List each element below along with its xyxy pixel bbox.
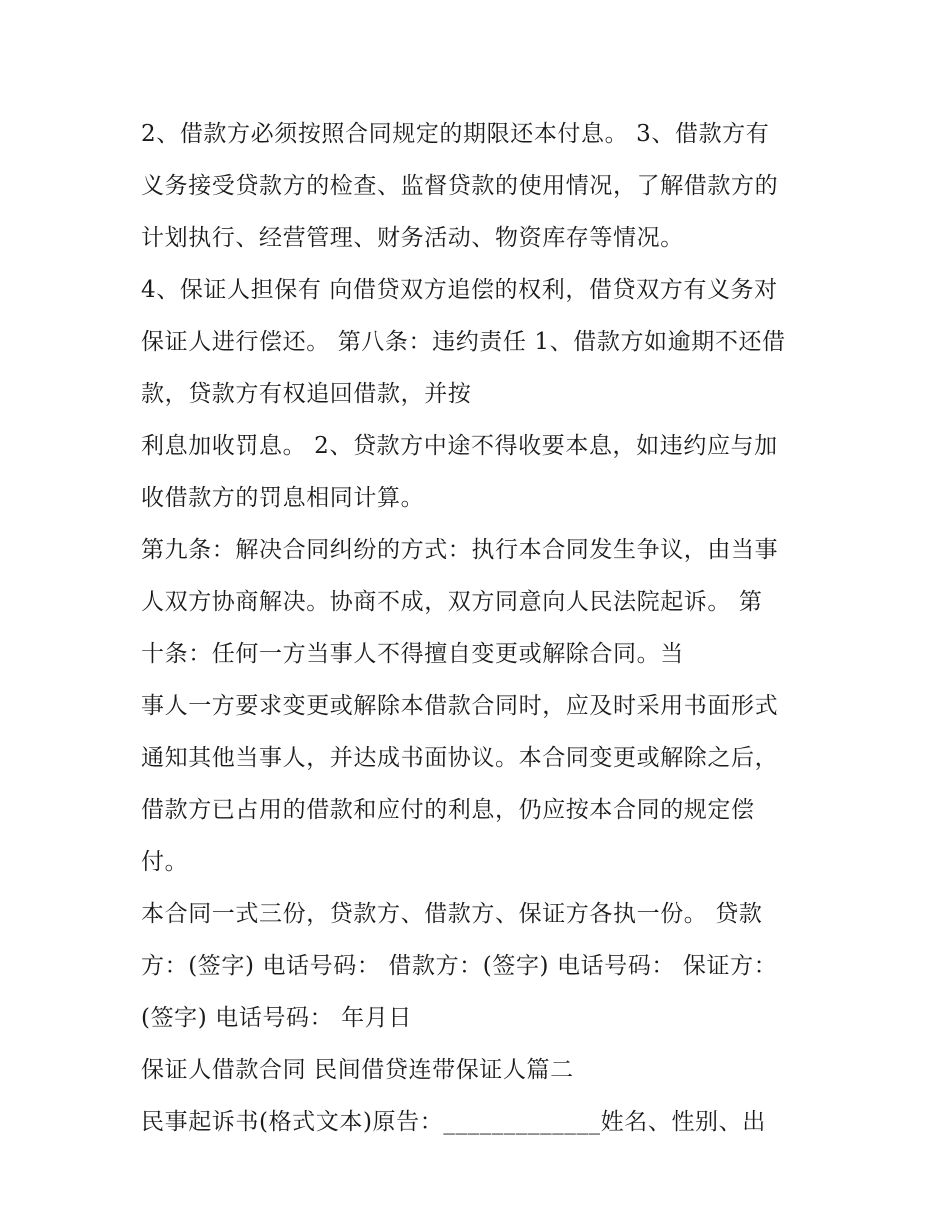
document-body	[141, 108, 821, 1148]
text-line: (签字) 电话号码： 年月日	[141, 1005, 412, 1031]
text-line: 4、保证人担保有 向借贷双方追偿的权利，借贷双方有义务对	[141, 277, 778, 303]
text-line: 第九条：解决合同纠纷的方式：执行本合同发生争议，由当事	[141, 537, 779, 563]
section-heading: 保证人借款合同 民间借贷连带保证人篇二	[141, 1057, 574, 1083]
text-line: 事人一方要求变更或解除本借款合同时，应及时采用书面形式	[141, 693, 779, 719]
text-line: 方：(签字) 电话号码： 借款方：(签字) 电话号码： 保证方：	[141, 953, 778, 979]
text-line: 人双方协商解决。协商不成，双方同意向人民法院起诉。 第	[141, 589, 763, 615]
text-line: 义务接受贷款方的检查、监督贷款的使用情况，了解借款方的	[141, 173, 779, 199]
text-line: 通知其他当事人，并达成书面协议。本合同变更或解除之后，	[141, 745, 779, 771]
text-line: 付。	[141, 849, 189, 875]
text-line: 本合同一式三份，贷款方、借款方、保证方各执一份。 贷款	[141, 901, 763, 927]
text-line: 收借款方的罚息相同计算。	[141, 485, 425, 511]
text-line: 2、借款方必须按照合同规定的期限还本付息。 3、借款方有	[141, 121, 770, 147]
text-line: 民事起诉书(格式文本)原告：_____________姓名、性别、出	[141, 1109, 766, 1135]
text-line: 利息加收罚息。 2、贷款方中途不得收要本息，如违约应与加	[141, 433, 778, 459]
text-line: 计划执行、经营管理、财务活动、物资库存等情况。	[141, 225, 684, 251]
text-line: 十条：任何一方当事人不得擅自变更或解除合同。当	[141, 641, 684, 667]
text-line: 款，贷款方有权追回借款，并按	[141, 381, 472, 407]
text-line: 借款方已占用的借款和应付的利息，仍应按本合同的规定偿	[141, 797, 755, 823]
text-line: 保证人进行偿还。 第八条：违约责任 1、借款方如逾期不还借	[141, 329, 786, 355]
